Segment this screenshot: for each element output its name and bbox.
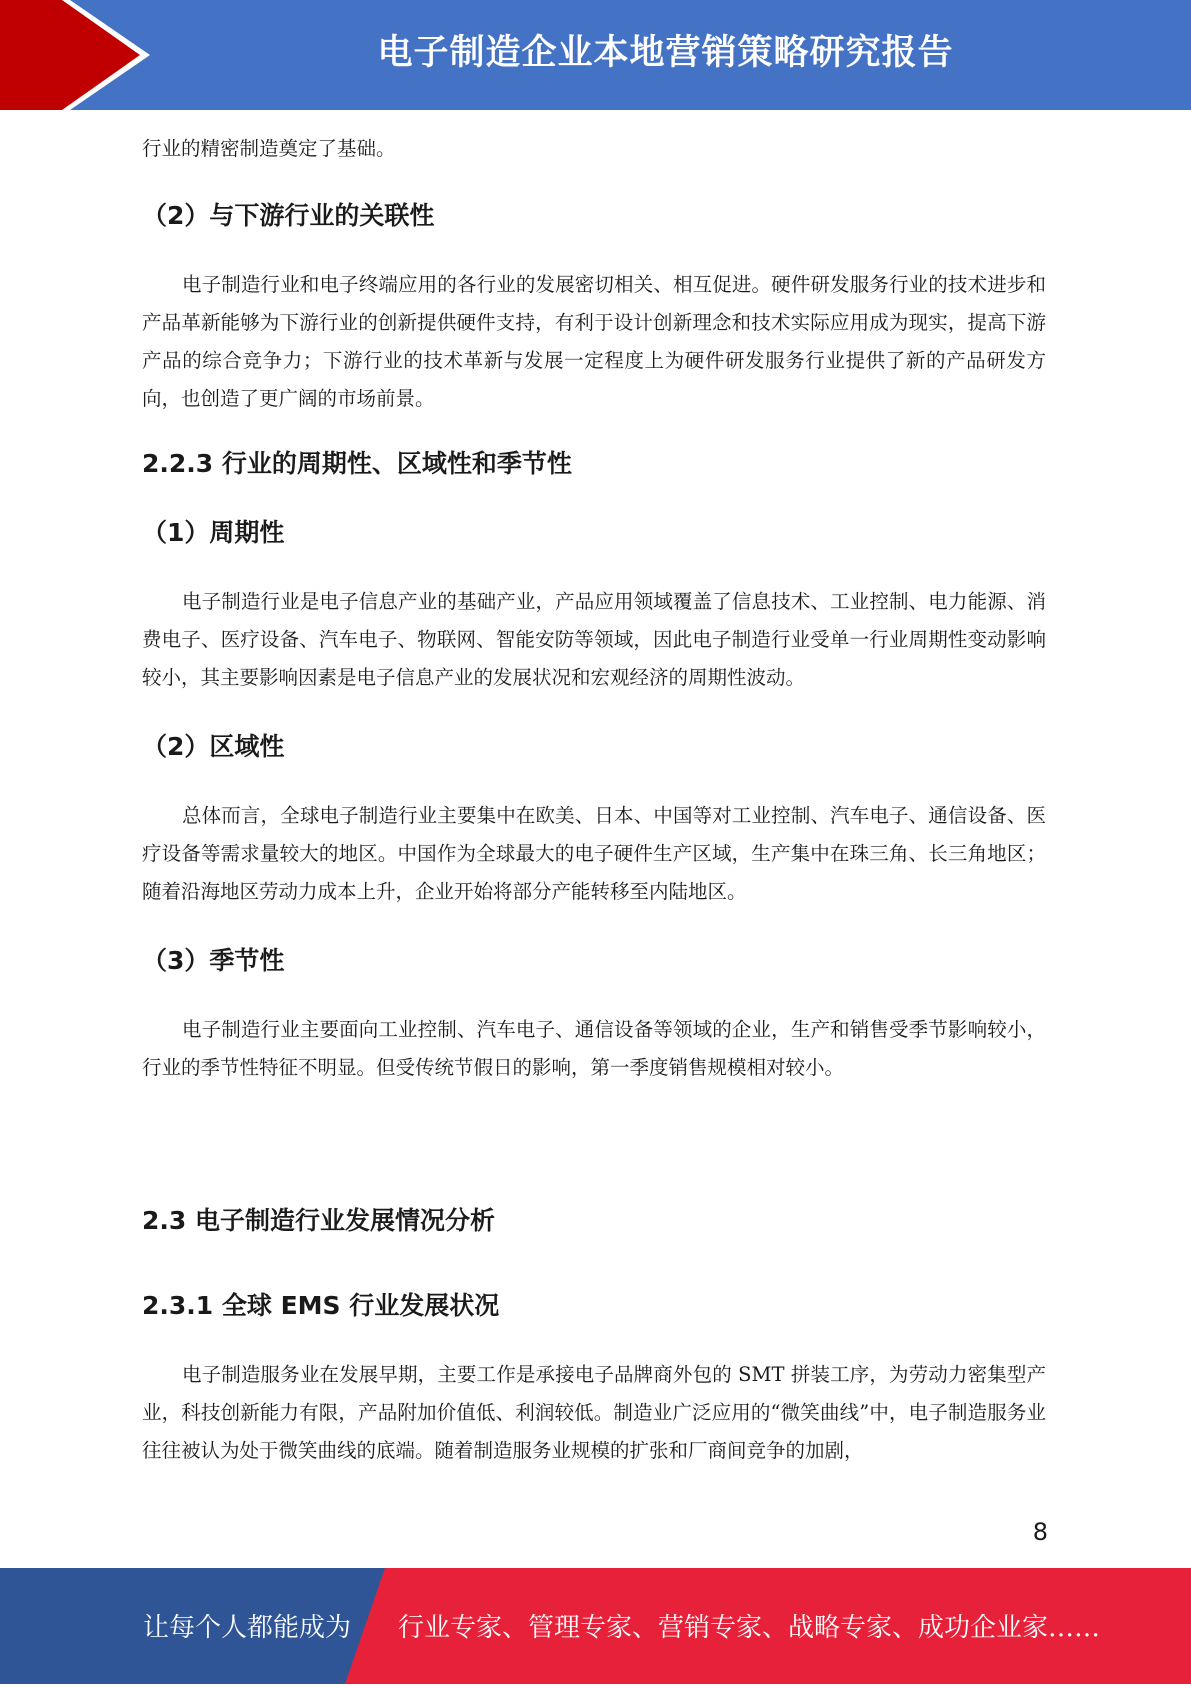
report-title: 电子制造企业本地营销策略研究报告 (377, 33, 954, 73)
paragraph-cyclicality: 电子制造行业是电子信息产业的基础产业，产品应用领域覆盖了信息技术、工业控制、电力能源、消费电子、医疗设备、汽车电子、物联网、智能安防等领域，因此电子制造行业受单一行业周期性变动影响较小，其主要影响因素是电子信息产业的发展状况和宏观经济的周期性波动。 (142, 590, 1046, 689)
heading-regionality: （2）区域性 (142, 732, 285, 761)
heading-cyclicality: （1）周期性 (142, 518, 285, 547)
paragraph-regionality: 总体而言，全球电子制造行业主要集中在欧美、日本、中国等对工业控制、汽车电子、通信设备、医疗设备等需求量较大的地区。中国作为全球最大的电子硬件生产区域，生产集中在珠三角、长三角地区；随着沿海地区劳动力成本上升，企业开始将部分产能转移至内陆地区。 (142, 804, 1046, 903)
footer-slogan-left: 让每个人都能成为 (143, 1613, 352, 1643)
section-heading-2-3: 2.3 电子制造行业发展情况分析 (142, 1206, 495, 1235)
page-number: 8 (1032, 1518, 1048, 1546)
intro-paragraph: 行业的精密制造奠定了基础。 (142, 137, 396, 160)
paragraph-global-ems: 电子制造服务业在发展早期，主要工作是承接电子品牌商外包的 SMT 拼装工序，为劳动力密集型产业，科技创新能力有限，产品附加价值低、利润较低。制造业广泛应用的“微笑曲线”中，电子制造服务业往往被认为处于微笑曲线的底端。随着制造服务业规模的扩张和厂商间竞争的加剧， (142, 1363, 1046, 1462)
paragraph-downstream-relation: 电子制造行业和电子终端应用的各行业的发展密切相关、相互促进。硬件研发服务行业的技术进步和产品革新能够为下游行业的创新提供硬件支持，有利于设计创新理念和技术实际应用成为现实，提高下游产品的综合竞争力；下游行业的技术革新与发展一定程度上为硬件研发服务行业提供了新的产品研发方向，也创造了更广阔的市场前景。 (142, 273, 1046, 410)
page-header (0, 0, 1191, 110)
section-heading-2-3-1: 2.3.1 全球 EMS 行业发展状况 (142, 1291, 500, 1320)
heading-downstream-relation: （2）与下游行业的关联性 (142, 201, 435, 230)
page-footer (0, 1568, 1191, 1684)
heading-seasonality: （3）季节性 (142, 946, 285, 975)
section-heading-2-2-3: 2.2.3 行业的周期性、区域性和季节性 (142, 449, 572, 478)
footer-slogan-right: 行业专家、管理专家、营销专家、战略专家、成功企业家…… (398, 1613, 1101, 1643)
document-body (142, 130, 1046, 1470)
paragraph-seasonality: 电子制造行业主要面向工业控制、汽车电子、通信设备等领域的企业，生产和销售受季节影响较小，行业的季节性特征不明显。但受传统节假日的影响，第一季度销售规模相对较小。 (142, 1018, 1046, 1079)
